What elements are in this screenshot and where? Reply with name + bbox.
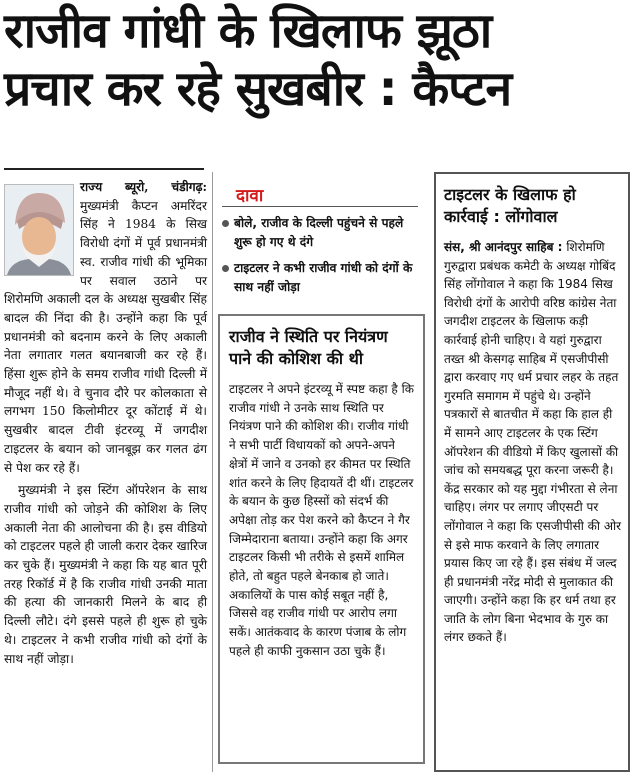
headline <box>4 2 632 118</box>
dawa-heading: दावा <box>236 186 264 206</box>
headline-line-1: राजीव गांधी के खिलाफ झूठा <box>4 3 492 59</box>
main-story-paragraph-1: मुख्यमंत्री कैप्टन अमरिंदर सिंह ने 1984 के सिख विरोधी दंगों में पूर्व प्रधानमंत्री स्व. राजीव गांधी की भूमिका पर सवाल उठाने पर शिरोमणि अकाली दल के अध्यक्ष सुखबीर सिंह बादल की निंदा की है। उन्होंने कहा कि पूर्व प्रधानमंत्री को बदनाम करने के लिए अकाली नेता लगातार गलत बयानबाजी कर रहे हैं। हिंसा शुरू होने के समय राजीव गांधी दिल्ली में मौजूद नहीं थे। वे चुनाव दौरे पर कोलकाता से लगभग 150 किलोमीटर दूर कोंटाई में थे। सुखबीर बादल टीवी इंटरव्यू में जगदीश टाइटलर के बयान को जानबूझ कर गलत ढंग से पेश कर रहे हैं। <box>4 198 207 475</box>
headline-divider <box>4 168 204 170</box>
main-story <box>4 178 207 668</box>
dawa-point: टाइटलर ने कभी राजीव गांधी को दंगों के साथ नहीं जोड़ा <box>222 259 420 296</box>
column-divider <box>212 172 213 772</box>
dawa-point: बोले, राजीव के दिल्ली पहुंचने से पहले शुरू हो गए थे दंगे <box>222 214 420 251</box>
sidebar-mid-body: टाइटलर ने अपने इंटरव्यू में स्पष्ट कहा है कि राजीव गांधी ने उनके साथ स्थिति पर नियंत्रण पाने की कोशिश की। राजीव गांधी ने सभी पार्टी विधायकों को अपने-अपने क्षेत्रों में जाने व उनको हर कीमत पर स्थिति शांत करने के लिए हिदायतें दी थीं। टाइटलर के बयान के कुछ हिस्सों को संदर्भ की अपेक्षा तोड़ कर पेश करने को कैप्टन ने गैर जिम्मेदाराना बताया। उन्होंने कहा कि अगर टाइटलर किसी भी तरीके से इसमें शामिल होते, तो बहुत पहले बेनकाब हो जाते। अकालियों के पास कोई सबूत नहीं है, जिससे वह राजीव गांधी पर आरोप लगा सकें। आतंकवाद के कारण पंजाब के लोग पहले ही काफी नुकसान उठा चुके हैं। <box>229 382 414 658</box>
headline-line-2: प्रचार कर रहे सुखबीर : कैप्टन <box>4 61 512 117</box>
captain-photo <box>4 184 74 276</box>
dawa-rule <box>222 206 418 207</box>
sidebar-mid-title: राजीव ने स्थिति पर नियंत्रण पाने की कोशिश की थी <box>229 327 388 368</box>
sidebar-right-body: शिरोमणि गुरुद्वारा प्रबंधक कमेटी के अध्यक्ष गोबिंद सिंह लोंगोवाल ने कहा कि 1984 सिख विरोधी दंगों के आरोपी वरिष्ठ कांग्रेस नेता जगदीश टाइटलर के खिलाफ कड़ी कार्रवाई होनी चाहिए। वे यहां गुरुद्वारा तख्त श्री केसगढ़ साहिब में एसजीपीसी द्वारा करवाए गए धर्म प्रचार लहर के तहत गुरमति समागम में पहुंचे थे। उन्होंने पत्रकारों से बातचीत में कहा कि हाल ही में सामने आए टाइटलर के एक स्टिंग ऑपरेशन की वीडियो में किए खुलासों की जांच को समयबद्ध पूरा करना जरूरी है। केंद्र सरकार को यह मुद्दा गंभीरता से लेना चाहिए। लंगर पर लगाए जीएसटी पर लोंगोवाल ने कहा कि एसजीपीसी की ओर से इसे माफ करवाने के लिए लगातार प्रयास किए जा रहे हैं। इस संबंध में जल्द ही प्रधानमंत्री नरेंद्र मोदी से मुलाकात की जाएगी। उन्होंने कहा कि हर धर्म तथा हर जाति के लोग बिना भेदभाव के गुरु का लंगर छकते हैं। <box>444 240 622 645</box>
sidebar-right-dateline: संस, श्री आनंदपुर साहिब : <box>444 240 563 254</box>
sidebar-longowal <box>434 172 630 772</box>
dawa-points <box>222 214 420 304</box>
dateline: राज्य ब्यूरो, चंडीगढ़: <box>80 180 207 194</box>
sidebar-right-title: टाइटलर के खिलाफ हो कार्रवाई : लोंगोवाल <box>444 185 576 226</box>
main-story-paragraph-2: मुख्यमंत्री ने इस स्टिंग ऑपरेशन के साथ राजीव गांधी को जोड़ने की कोशिश के लिए अकाली नेता की आलोचना की है। इस वीडियो को टाइटलर पहले ही जाली करार देकर खारिज कर चुके हैं। मुख्यमंत्री ने कहा कि यह बात पूरी तरह रिकॉर्ड में है कि राजीव गांधी उनकी माता की हत्या की जानकारी मिलने के बाद ही दिल्ली लौटे। दंगे इससे पहले ही शुरू हो चुके थे। टाइटलर ने कभी राजीव गांधी को दंगों के साथ नहीं जोड़ा। <box>4 483 207 666</box>
sidebar-rajiv-control <box>218 314 425 764</box>
